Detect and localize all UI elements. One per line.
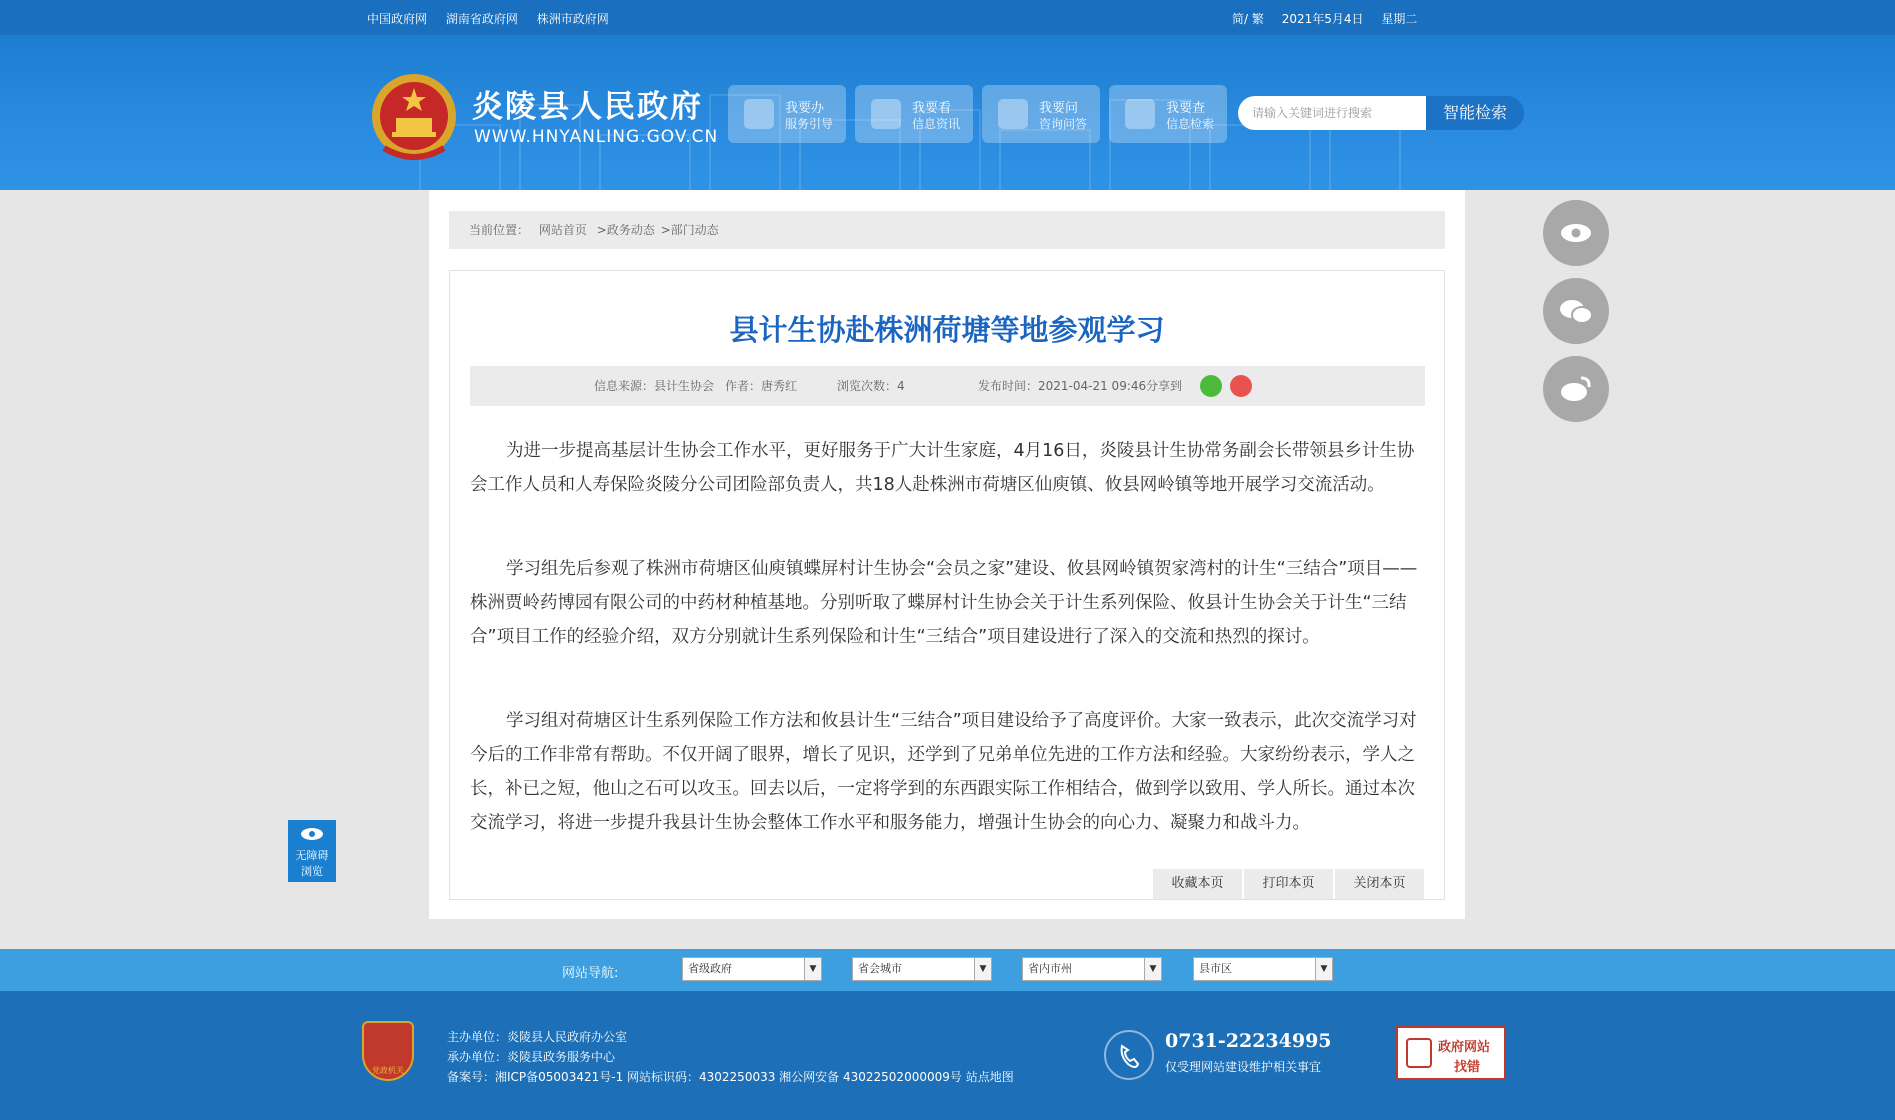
eye-icon bbox=[1543, 200, 1609, 266]
chevron-down-icon: ▼ bbox=[1144, 958, 1161, 980]
quick-button-title: 我要看 bbox=[912, 101, 952, 116]
breadcrumb bbox=[449, 211, 1445, 249]
site-nav-bar bbox=[0, 949, 1895, 991]
accessibility-label-2: 浏览 bbox=[301, 865, 323, 878]
search-bar bbox=[1238, 96, 1524, 130]
select-value: 省内市州 bbox=[1028, 962, 1072, 975]
breadcrumb-home[interactable]: 网站首页 bbox=[538, 223, 587, 237]
weibo-icon bbox=[1543, 356, 1609, 422]
chevron-down-icon: ▼ bbox=[974, 958, 991, 980]
date-text: 2021年5月4日 bbox=[1281, 12, 1364, 26]
site-name[interactable]: 炎陵县人民政府 bbox=[472, 89, 703, 125]
article-title: 县计生协赴株洲荷塘等地参观学习 bbox=[729, 313, 1165, 347]
article-paragraph: 学习组先后参观了株洲市荷塘区仙庾镇蝶屏村计生协会“会员之家”建设、攸县网岭镇贺家湾村的计生“三结合”项目——株洲贾岭药博园有限公司的中药材种植基地。分别听取了蝶屏村计生协会关于计生系列保险、攸县计生协会关于计生“三结合”项目工作的经验介绍，双方分别就计生系列保险和计生“三结合”项目建设进行了深入的交流和热烈的探讨。 bbox=[470, 559, 1418, 647]
quick-button-ask[interactable] bbox=[982, 85, 1100, 143]
weekday-text: 星期二 bbox=[1381, 12, 1418, 26]
accessibility-label-1: 无障碍 bbox=[295, 849, 329, 862]
select-counties[interactable] bbox=[1193, 957, 1333, 981]
quick-button-title: 我要问 bbox=[1039, 101, 1079, 116]
top-links bbox=[367, 10, 624, 27]
float-weibo-icon[interactable] bbox=[1543, 356, 1609, 422]
accessibility-button[interactable] bbox=[288, 820, 336, 882]
lang-toggle[interactable]: 简/ 繁 bbox=[1232, 12, 1264, 26]
phone-icon bbox=[1104, 1030, 1154, 1080]
breadcrumb-dept[interactable]: >部门动态 bbox=[660, 223, 719, 237]
weibo-share-icon[interactable] bbox=[1230, 375, 1252, 397]
national-emblem-icon bbox=[366, 70, 462, 166]
site-url: WWW.HNYANLING.GOV.CN bbox=[474, 127, 719, 147]
favorite-button[interactable]: 收藏本页 bbox=[1153, 869, 1242, 899]
party-gov-badge[interactable] bbox=[362, 1021, 414, 1081]
select-value: 县市区 bbox=[1199, 962, 1232, 975]
article-meta bbox=[470, 366, 1425, 406]
eye-icon bbox=[871, 99, 901, 129]
article-paragraph: 为进一步提高基层计生协会工作水平，更好服务于广大计生家庭，4月16日，炎陵县计生协常务副会长带领县乡计生协会工作人员和人寿保险炎陵分公司团险部负责人，共18人赴株洲市荷塘区仙庾镇、攸县网岭镇等地开展学习交流活动。 bbox=[470, 441, 1415, 495]
link-gov-cn[interactable]: 中国政府网 bbox=[367, 12, 428, 26]
footer-operator: 承办单位：炎陵县政务服务中心 bbox=[447, 1050, 616, 1064]
badge-text: 党政机关 bbox=[372, 1066, 404, 1075]
wechat-icon bbox=[1543, 278, 1609, 344]
select-value: 省级政府 bbox=[688, 962, 732, 975]
footer-phone: 0731-22234995 bbox=[1165, 1030, 1332, 1052]
float-eye-icon[interactable] bbox=[1543, 200, 1609, 266]
breadcrumb-label: 当前位置： bbox=[469, 223, 530, 237]
quick-button-title: 我要查 bbox=[1166, 101, 1206, 116]
footer-record[interactable]: 备案号：湘ICP备05003421号-1 网站标识码：4302250033 湘公网安备 43022502000009号 站点地图 bbox=[447, 1070, 1014, 1084]
question-icon bbox=[998, 99, 1028, 129]
eye-icon bbox=[288, 820, 336, 844]
magnifier-icon bbox=[1406, 1038, 1432, 1068]
top-bar bbox=[0, 0, 1895, 35]
select-provincial-gov[interactable] bbox=[682, 957, 822, 981]
nav-label: 网站导航: bbox=[562, 966, 619, 981]
float-wechat-icon[interactable] bbox=[1543, 278, 1609, 344]
report-line-1: 政府网站 bbox=[1438, 1040, 1491, 1055]
document-icon bbox=[744, 99, 774, 129]
quick-button-search[interactable] bbox=[1109, 85, 1227, 143]
print-button[interactable]: 打印本页 bbox=[1244, 869, 1333, 899]
quick-button-subtitle: 服务引导 bbox=[785, 117, 834, 131]
link-zhuzhou-gov[interactable]: 株洲市政府网 bbox=[536, 12, 609, 26]
site-footer bbox=[0, 991, 1895, 1120]
quick-button-subtitle: 咨询问答 bbox=[1039, 117, 1088, 131]
meta-author: 作者：唐秀红 bbox=[725, 379, 798, 393]
close-page-button[interactable]: 关闭本页 bbox=[1335, 869, 1424, 899]
top-right bbox=[1232, 10, 1431, 27]
breadcrumb-news[interactable]: >政务动态 bbox=[596, 223, 655, 237]
footer-host: 主办单位：炎陵县人民政府办公室 bbox=[447, 1030, 628, 1044]
meta-published: 发布时间：2021-04-21 09:46 bbox=[978, 379, 1147, 393]
report-line-2: 找错 bbox=[1454, 1060, 1481, 1075]
search-input[interactable]: 请输入关键词进行搜索 bbox=[1238, 96, 1426, 130]
select-value: 省会城市 bbox=[858, 962, 902, 975]
chevron-down-icon: ▼ bbox=[804, 958, 821, 980]
footer-phone-note: 仅受理网站建设维护相关事宜 bbox=[1165, 1060, 1322, 1074]
select-prefectures[interactable] bbox=[1022, 957, 1162, 981]
quick-button-subtitle: 信息资讯 bbox=[912, 117, 961, 131]
wechat-share-icon[interactable] bbox=[1200, 375, 1222, 397]
meta-source: 信息来源：县计生协会 bbox=[594, 379, 715, 393]
meta-share-label: 分享到 bbox=[1146, 379, 1183, 393]
quick-button-info[interactable] bbox=[855, 85, 973, 143]
article-paragraph: 学习组对荷塘区计生系列保险工作方法和攸县计生“三结合”项目建设给予了高度评价。大家一致表示，此次交流学习对今后的工作非常有帮助。不仅开阔了眼界，增长了见识，还学到了兄弟单位先进的工作方法和经验。大家纷纷表示，学人之长，补已之短，他山之石可以攻玉。回去以后，一定将学到的东西跟实际工作相结合，做到学以致用、学人所长。通过本次交流学习，将进一步提升我县计生协会整体工作水平和服务能力，增强计生协会的向心力、凝聚力和战斗力。 bbox=[470, 711, 1417, 833]
select-capital-cities[interactable] bbox=[852, 957, 992, 981]
site-header bbox=[0, 35, 1895, 190]
search-button[interactable]: 智能检索 bbox=[1426, 96, 1524, 130]
search-icon bbox=[1125, 99, 1155, 129]
meta-views: 浏览次数：4 bbox=[837, 379, 905, 393]
quick-button-title: 我要办 bbox=[785, 101, 825, 116]
quick-button-services[interactable] bbox=[728, 85, 846, 143]
link-hunan-gov[interactable]: 湖南省政府网 bbox=[445, 12, 518, 26]
chevron-down-icon: ▼ bbox=[1315, 958, 1332, 980]
quick-button-subtitle: 信息检索 bbox=[1166, 117, 1215, 131]
report-error-button[interactable] bbox=[1396, 1026, 1506, 1080]
